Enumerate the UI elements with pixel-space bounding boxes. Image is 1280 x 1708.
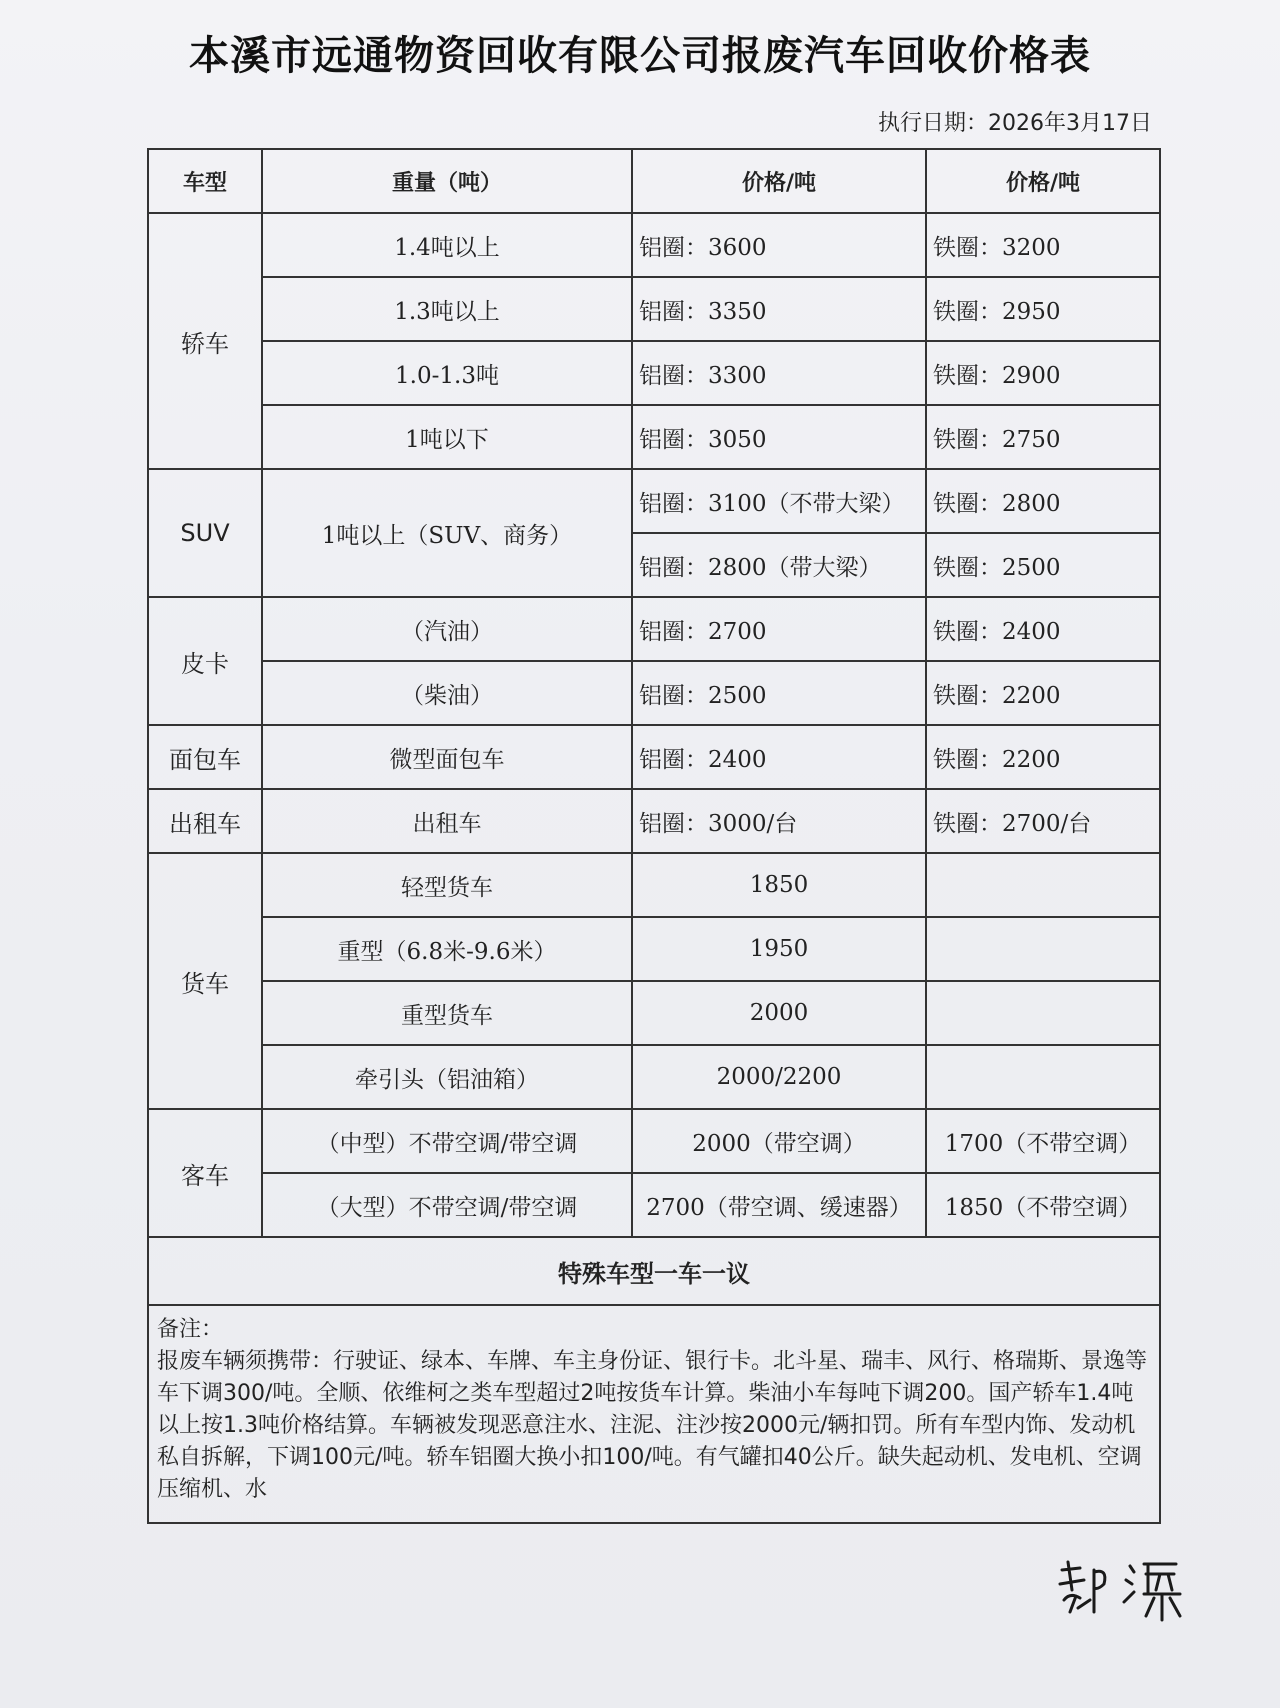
weight-cell: 重型（6.8米-9.6米）	[262, 917, 632, 981]
weight-cell: （大型）不带空调/带空调	[262, 1173, 632, 1237]
price-iron-cell: 铁圈：2700/台	[926, 789, 1160, 853]
handwritten-signature	[1050, 1550, 1200, 1630]
price-aluminum-cell: 铝圈：2500	[632, 661, 926, 725]
category-pickup: 皮卡	[148, 597, 262, 725]
price-cell: 1700（不带空调）	[926, 1109, 1160, 1173]
price-iron-cell: 铁圈：2200	[926, 725, 1160, 789]
empty-cell	[926, 1045, 1160, 1109]
price-aluminum-cell: 铝圈：3300	[632, 341, 926, 405]
table-row	[148, 405, 1160, 469]
weight-cell: 1.3吨以上	[262, 277, 632, 341]
price-cell: 2000/2200	[632, 1045, 926, 1109]
table-row	[148, 661, 1160, 725]
price-cell: 1850（不带空调）	[926, 1173, 1160, 1237]
notes-cell	[148, 1305, 1160, 1523]
table-row	[148, 1173, 1160, 1237]
price-iron-cell: 铁圈：2900	[926, 341, 1160, 405]
price-table	[147, 148, 1161, 1524]
price-aluminum-cell: 铝圈：2400	[632, 725, 926, 789]
table-row	[148, 917, 1160, 981]
category-truck: 货车	[148, 853, 262, 1109]
price-aluminum-cell: 铝圈：2700	[632, 597, 926, 661]
table-row	[148, 341, 1160, 405]
price-aluminum-cell: 铝圈：3350	[632, 277, 926, 341]
price-iron-cell: 铁圈：2950	[926, 277, 1160, 341]
weight-cell: 重型货车	[262, 981, 632, 1045]
table-header-row	[148, 149, 1160, 213]
price-cell: 2700（带空调、缓速器）	[632, 1173, 926, 1237]
category-bus: 客车	[148, 1109, 262, 1237]
category-sedan: 轿车	[148, 213, 262, 469]
price-cell: 2000	[632, 981, 926, 1045]
weight-cell: 轻型货车	[262, 853, 632, 917]
weight-cell: 1.4吨以上	[262, 213, 632, 277]
notes-body: 报废车辆须携带：行驶证、绿本、车牌、车主身份证、银行卡。北斗星、瑞丰、风行、格瑞斯、景逸等车下调300/吨。全顺、依维柯之类车型超过2吨按货车计算。柴油小车每吨下调200。国产轿车1.4吨以上按1.3吨价格结算。车辆被发现恶意注水、注泥、注沙按2000元/辆扣罚。所有车型内饰、发动机私自拆解，下调100元/吨。轿车铝圈大换小扣100/吨。有气罐扣40公斤。缺失起动机、发电机、空调压缩机、水	[157, 1349, 1148, 1502]
header-price-aluminum: 价格/吨	[632, 149, 926, 213]
weight-cell: 出租车	[262, 789, 632, 853]
weight-cell: 牵引头（铝油箱）	[262, 1045, 632, 1109]
price-cell: 2000（带空调）	[632, 1109, 926, 1173]
table-row	[148, 981, 1160, 1045]
special-row	[148, 1237, 1160, 1305]
price-cell: 1950	[632, 917, 926, 981]
price-iron-cell: 铁圈：2200	[926, 661, 1160, 725]
header-weight: 重量（吨）	[262, 149, 632, 213]
header-type: 车型	[148, 149, 262, 213]
table-row	[148, 1109, 1160, 1173]
price-aluminum-cell: 铝圈：3100（不带大梁）	[632, 469, 926, 533]
price-cell: 1850	[632, 853, 926, 917]
notes-row	[148, 1305, 1160, 1523]
notes-title: 备注：	[157, 1317, 224, 1342]
table-row	[148, 597, 1160, 661]
table-row	[148, 789, 1160, 853]
weight-cell: 微型面包车	[262, 725, 632, 789]
price-iron-cell: 铁圈：2400	[926, 597, 1160, 661]
table-row	[148, 1045, 1160, 1109]
empty-cell	[926, 917, 1160, 981]
price-iron-cell: 铁圈：3200	[926, 213, 1160, 277]
special-note: 特殊车型一车一议	[148, 1237, 1160, 1305]
table-row	[148, 277, 1160, 341]
price-iron-cell: 铁圈：2750	[926, 405, 1160, 469]
weight-cell: （汽油）	[262, 597, 632, 661]
empty-cell	[926, 981, 1160, 1045]
category-suv: SUV	[148, 469, 262, 597]
weight-cell: 1吨以下	[262, 405, 632, 469]
table-row	[148, 725, 1160, 789]
table-row	[148, 213, 1160, 277]
category-van: 面包车	[148, 725, 262, 789]
header-price-iron: 价格/吨	[926, 149, 1160, 213]
table-row	[148, 469, 1160, 533]
price-aluminum-cell: 铝圈：2800（带大梁）	[632, 533, 926, 597]
weight-cell: 1吨以上（SUV、商务）	[262, 469, 632, 597]
price-iron-cell: 铁圈：2800	[926, 469, 1160, 533]
price-aluminum-cell: 铝圈：3000/台	[632, 789, 926, 853]
weight-cell: 1.0-1.3吨	[262, 341, 632, 405]
price-aluminum-cell: 铝圈：3050	[632, 405, 926, 469]
execution-date: 执行日期：2026年3月17日	[878, 111, 1152, 136]
price-iron-cell: 铁圈：2500	[926, 533, 1160, 597]
document-title: 本溪市远通物资回收有限公司报废汽车回收价格表	[189, 33, 1091, 79]
price-aluminum-cell: 铝圈：3600	[632, 213, 926, 277]
weight-cell: （中型）不带空调/带空调	[262, 1109, 632, 1173]
weight-cell: （柴油）	[262, 661, 632, 725]
category-taxi: 出租车	[148, 789, 262, 853]
empty-cell	[926, 853, 1160, 917]
table-row	[148, 853, 1160, 917]
